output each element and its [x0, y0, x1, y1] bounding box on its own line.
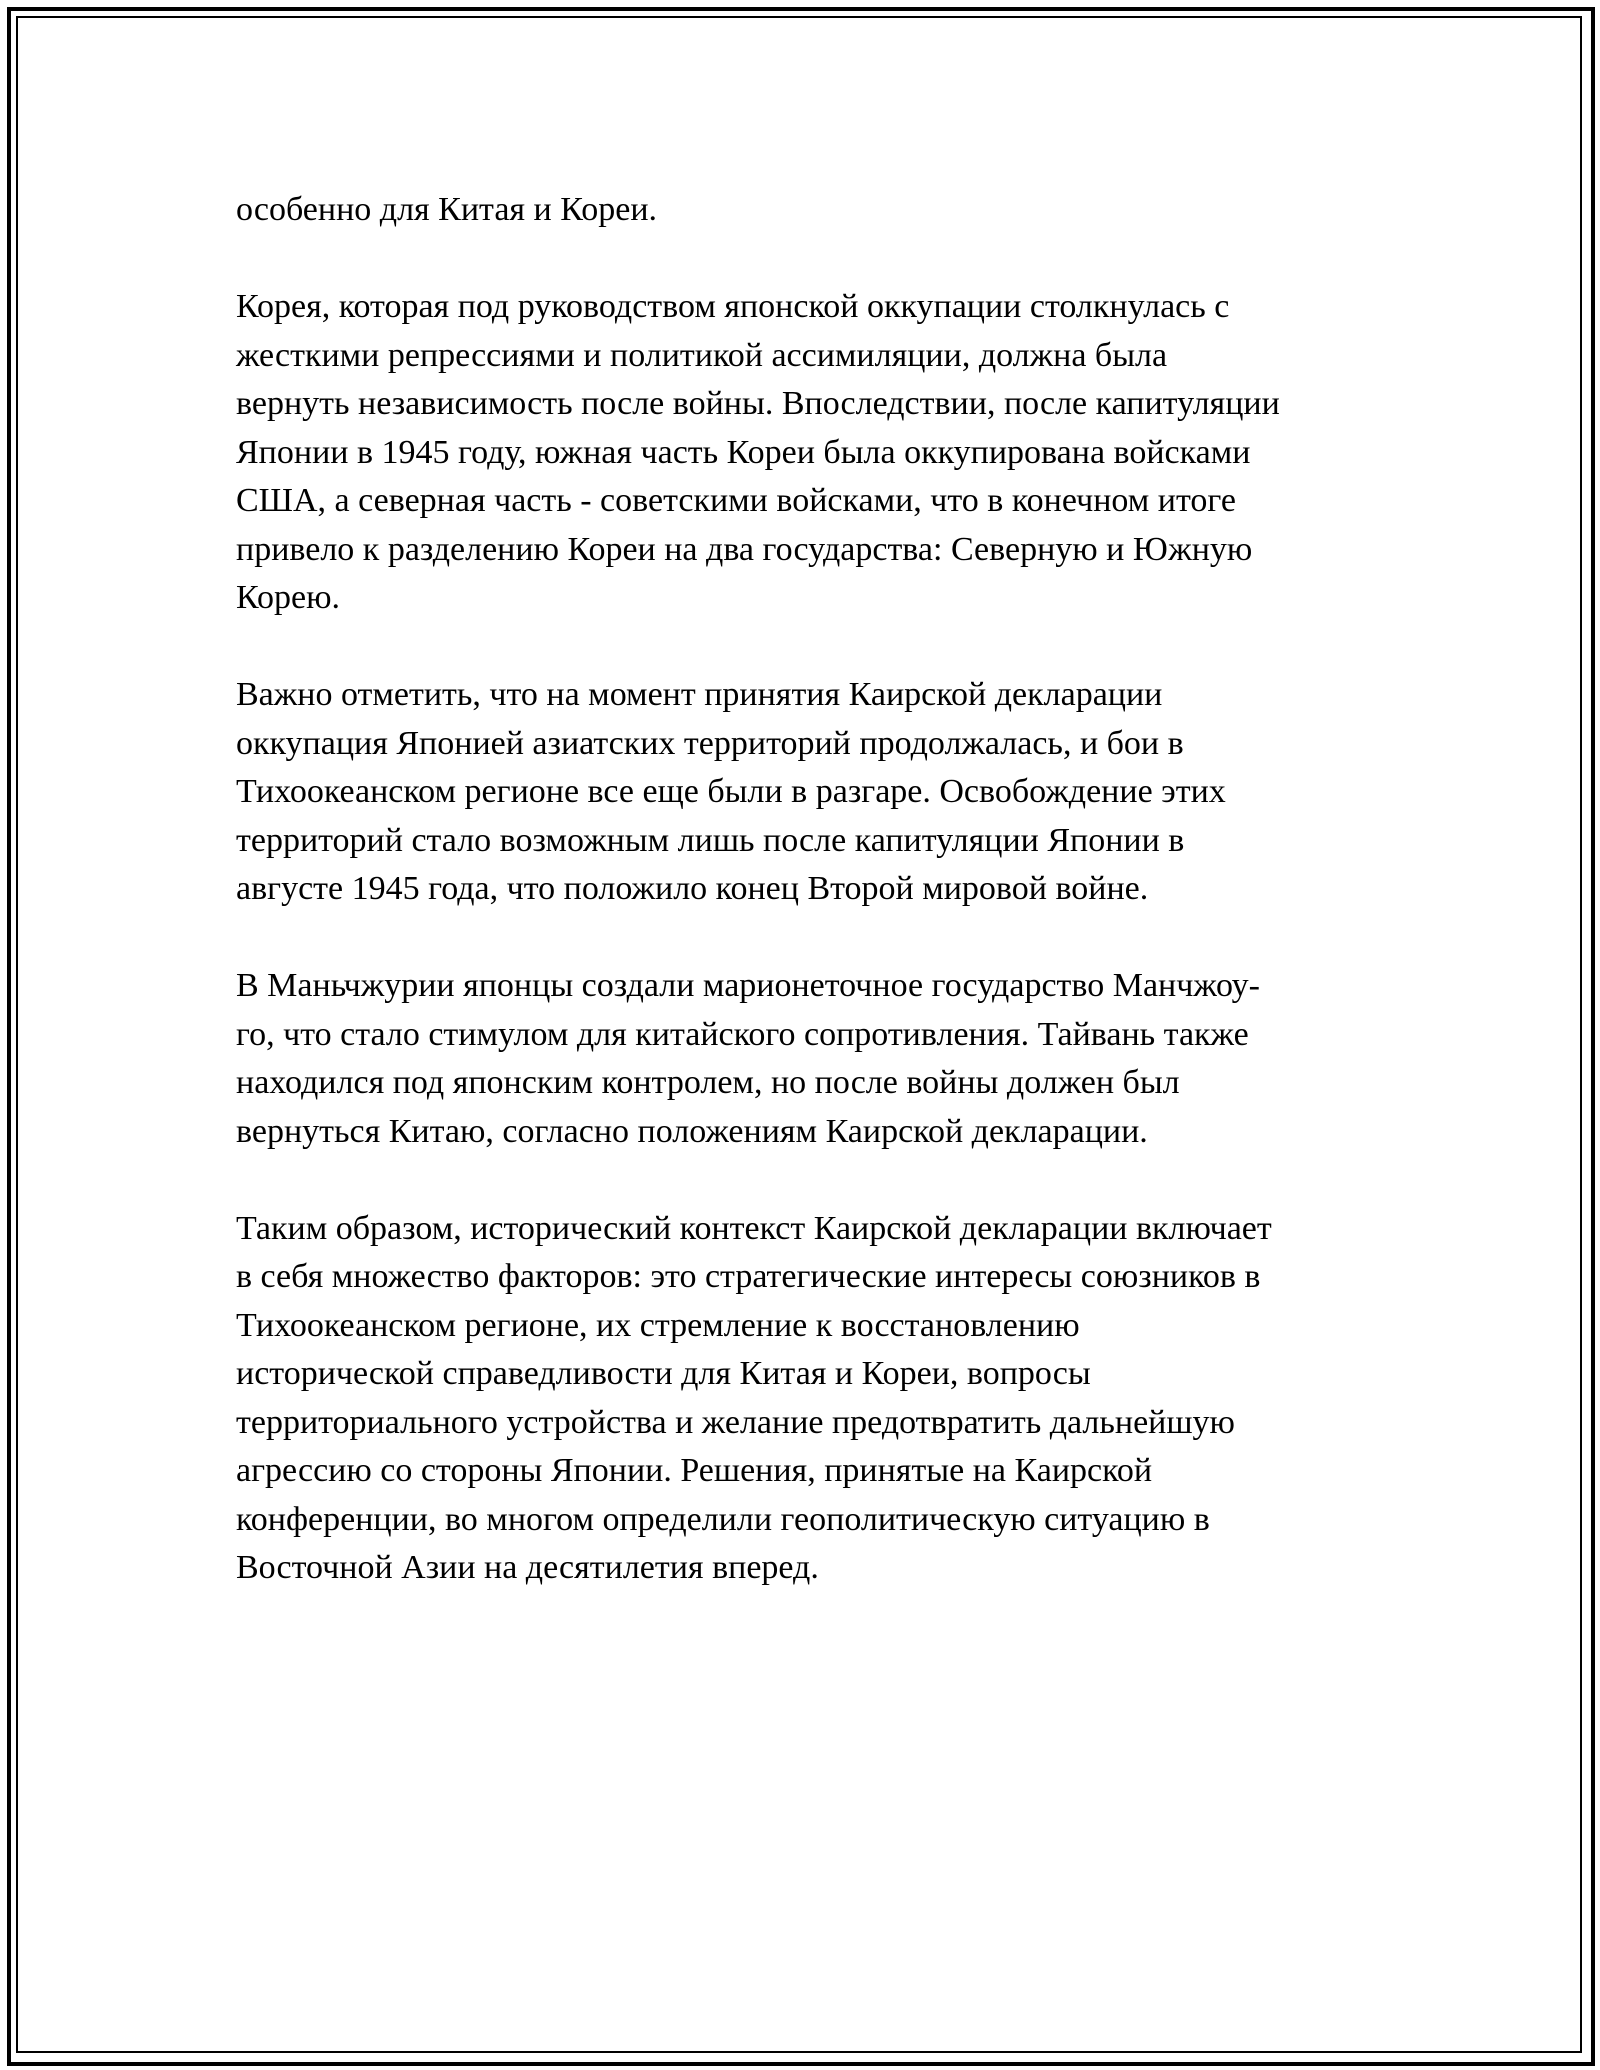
- text-line: Таким образом, исторический контекст Каирской декларации включает: [236, 1209, 1272, 1247]
- text-line: находился под японским контролем, но после войны должен был: [236, 1064, 1180, 1101]
- paragraph-gap: [236, 235, 1376, 284]
- text-line: Японии в 1945 году, южная часть Кореи была оккупирована войсками: [236, 433, 1251, 471]
- paragraph: [236, 671, 1376, 914]
- text-line: привело к разделению Кореи на два государства: Северную и Южную: [236, 530, 1253, 568]
- paragraph: [236, 186, 1376, 235]
- text-line: вернуться Китаю, согласно положениям Каирской декларации.: [236, 1112, 1148, 1150]
- text-line: Тихоокеанском регионе, их стремление к восстановлению: [236, 1306, 1080, 1344]
- text-line: Важно отметить, что на момент принятия Каирской декларации: [236, 676, 1163, 713]
- text-line: исторической справедливости для Китая и Кореи, вопросы: [236, 1355, 1091, 1392]
- text-line: Корея, которая под руководством японской оккупации столкнулась с: [236, 288, 1230, 325]
- paragraph: [236, 1205, 1376, 1593]
- text-line: жесткими репрессиями и политикой ассимиляции, должна была: [236, 336, 1168, 374]
- text-line: Тихоокеанском регионе все еще были в разгаре. Освобождение этих: [236, 773, 1226, 810]
- text-line: в себя множество факторов: это стратегические интересы союзников в: [236, 1258, 1261, 1295]
- text-line: особенно для Китая и Кореи.: [236, 191, 658, 228]
- text-line: вернуть независимость после войны. Впоследствии, после капитуляции: [236, 385, 1280, 422]
- text-line: августе 1945 года, что положило конец Второй мировой войне.: [236, 870, 1149, 907]
- document-body: [236, 186, 1376, 1593]
- paragraph-gap: [236, 1156, 1376, 1205]
- text-line: В Маньчжурии японцы создали марионеточное государство Манчжоу-: [236, 967, 1261, 1004]
- paragraph: [236, 283, 1376, 623]
- text-line: го, что стало стимулом для китайского сопротивления. Тайвань также: [236, 1015, 1249, 1053]
- text-line: США, а северная часть - советскими войсками, что в конечном итоге: [236, 482, 1236, 519]
- paragraph-gap: [236, 914, 1376, 963]
- text-line: оккупация Японией азиатских территорий продолжалась, и бои в: [236, 724, 1184, 762]
- text-line: территорий стало возможным лишь после капитуляции Японии в: [236, 821, 1185, 859]
- paragraph: [236, 962, 1376, 1156]
- text-line: Восточной Азии на десятилетия вперед.: [236, 1549, 819, 1586]
- text-line: агрессию со стороны Японии. Решения, принятые на Каирской: [236, 1452, 1153, 1489]
- text-line: конференции, во многом определили геополитическую ситуацию в: [236, 1500, 1210, 1538]
- text-line: Корею.: [236, 579, 340, 616]
- paragraph-gap: [236, 623, 1376, 672]
- text-line: территориального устройства и желание предотвратить дальнейшую: [236, 1403, 1235, 1441]
